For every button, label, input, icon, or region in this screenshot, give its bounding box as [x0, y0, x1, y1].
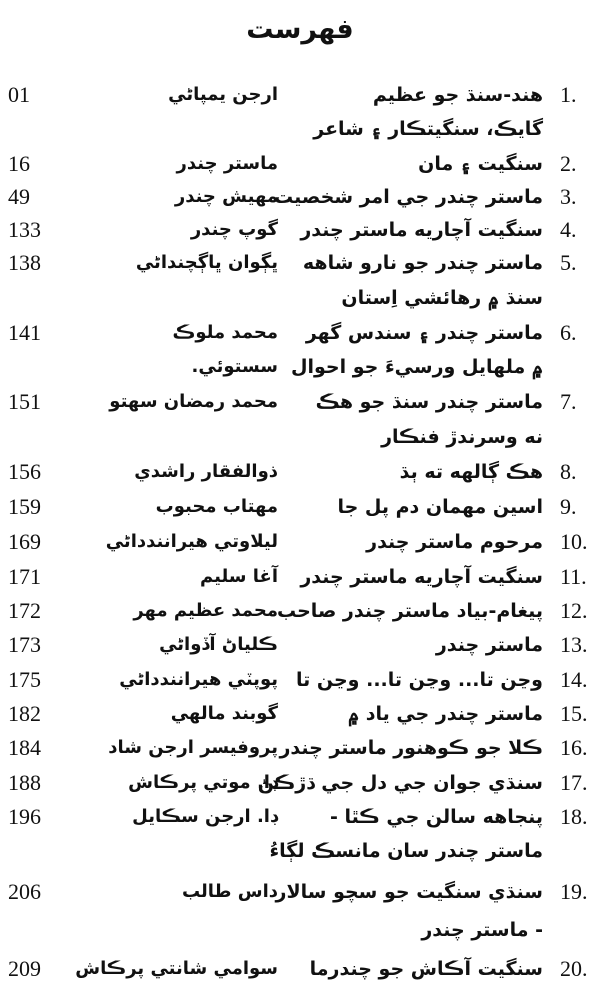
entry-page-number: 141 — [8, 320, 41, 345]
toc-row — [0, 385, 600, 419]
entry-title: ماستر چندر ۽ سندس گهر — [305, 322, 543, 344]
entry-title: سنڌي جوان جي دل جي ڌڙڪڻ — [257, 772, 543, 794]
entry-number: 16. — [560, 735, 588, 760]
toc-row — [0, 281, 600, 315]
entry-title: سنگيت آڪاش جو چندرما — [309, 958, 543, 980]
entry-number: 11. — [560, 564, 587, 589]
entry-author: محمد رمضان سهتو — [109, 391, 278, 412]
entry-title: هڪ ڳالهه ته ٻڌ — [399, 461, 543, 483]
toc-row — [0, 78, 600, 112]
entry-page-number: 156 — [8, 459, 41, 484]
entry-title: سنڌ ۾ رهائشي اِستان — [341, 287, 543, 309]
contents-heading: فهرست — [246, 14, 354, 45]
toc-row — [0, 213, 600, 247]
toc-row — [0, 180, 600, 214]
entry-number: 15. — [560, 701, 588, 726]
entry-page-number: 175 — [8, 667, 41, 692]
entry-page-number: 138 — [8, 250, 41, 275]
entry-title: اسين مهمان دم پل جا — [337, 496, 543, 518]
entry-title: گايڪ، سنگيتڪار ۽ شاعر — [313, 118, 543, 140]
entry-title: هند-سنڌ جو عظيم — [372, 84, 543, 106]
entry-number: 18. — [560, 804, 588, 829]
entry-number: 13. — [560, 632, 588, 657]
entry-number: 20. — [560, 956, 588, 981]
entry-page-number: 151 — [8, 389, 41, 414]
entry-author: ڊا. ارجن سڪايل — [132, 806, 278, 827]
toc-row — [0, 316, 600, 350]
entry-page-number: 171 — [8, 564, 41, 589]
toc-row — [0, 875, 600, 909]
entry-page-number: 172 — [8, 598, 41, 623]
entry-author: مهتاب محبوب — [155, 496, 278, 517]
entry-title: ماستر چندر — [435, 634, 543, 656]
toc-row — [0, 800, 600, 834]
entry-number: 10. — [560, 529, 588, 554]
entry-title: ماستر چندر سنڌ جو هڪ — [315, 391, 543, 413]
entry-author: آغا سليم — [199, 566, 278, 587]
entry-page-number: 01 — [8, 82, 30, 107]
entry-author: محمد عظيم مهر — [133, 600, 278, 621]
entry-page-number: 159 — [8, 494, 41, 519]
toc-row — [0, 628, 600, 662]
entry-number: 17. — [560, 770, 588, 795]
entry-author: ڀڳوان ڀاڳچنداڻي — [135, 252, 278, 273]
entry-title: ڪلا جو ڪوهنور ماستر چندر — [279, 737, 543, 759]
entry-number: 6. — [560, 320, 577, 345]
entry-number: 8. — [560, 459, 577, 484]
entry-page-number: 16 — [8, 151, 30, 176]
entry-title: - ماستر چندر — [421, 919, 543, 941]
entry-number: 2. — [560, 151, 577, 176]
entry-title: سنگيت ۽ مان — [418, 153, 543, 175]
entry-title: ماستر چندر جو نارو شاهه — [302, 252, 543, 274]
entry-author: داس طالب — [181, 881, 278, 902]
entry-author: ذوالفقار راشدي — [134, 461, 278, 482]
entry-page-number: 169 — [8, 529, 41, 554]
entry-page-number: 188 — [8, 770, 41, 795]
toc-row — [0, 490, 600, 524]
toc-row — [0, 560, 600, 594]
toc-row — [0, 731, 600, 765]
entry-author: پروفيسر ارجن شاد — [108, 737, 278, 758]
toc-row — [0, 112, 600, 146]
entry-number: 3. — [560, 184, 577, 209]
toc-row — [0, 455, 600, 489]
entry-author: ليلاوتي هيرانندداڻي — [105, 531, 278, 552]
entry-author: پوپٽي هيرانندداڻي — [119, 669, 278, 690]
entry-page-number: 182 — [8, 701, 41, 726]
toc-row — [0, 525, 600, 559]
entry-number: 7. — [560, 389, 577, 414]
toc-row — [0, 834, 600, 868]
entry-title: سنڌي سنگيت جو سچو سالار — [275, 881, 543, 903]
entry-title: ۾ ملهايل ورسيءَ جو احوال — [291, 356, 543, 378]
toc-row — [0, 147, 600, 181]
entry-title: ماستر چندر جي ياد ۾ — [347, 703, 543, 725]
entry-number: 1. — [560, 82, 577, 107]
entry-page-number: 196 — [8, 804, 41, 829]
toc-row — [0, 246, 600, 280]
entry-page-number: 209 — [8, 956, 41, 981]
entry-author: سوامي شانتي پرڪاش — [75, 958, 278, 979]
entry-author: گوپ چندر — [190, 219, 278, 240]
toc-row — [0, 350, 600, 384]
entry-number: 14. — [560, 667, 588, 692]
entry-page-number: 173 — [8, 632, 41, 657]
entry-title: مرحوم ماستر چندر — [366, 531, 543, 553]
entry-number: 4. — [560, 217, 577, 242]
entry-page-number: 49 — [8, 184, 30, 209]
entry-number: 5. — [560, 250, 577, 275]
toc-row — [0, 913, 600, 947]
entry-page-number: 133 — [8, 217, 41, 242]
toc-row — [0, 697, 600, 731]
entry-author: سستوئي. — [191, 356, 278, 377]
entry-author: محمد ملوڪ — [172, 322, 278, 343]
entry-page-number: 184 — [8, 735, 41, 760]
entry-title: وڃن تا... وڃن تا... وڃن تا — [296, 669, 543, 691]
entry-title: پنجاهه سالن جي ڪٿا - — [329, 806, 543, 828]
entry-title: سنگيت آچاريه ماستر چندر — [300, 219, 543, 241]
entry-title: سنگيت آچاريه ماستر چندر — [300, 566, 543, 588]
toc-row — [0, 594, 600, 628]
entry-author: ڊا. موتي پرڪاش — [128, 772, 278, 793]
entry-author: ارجن يمپاڻي — [168, 84, 278, 105]
toc-row — [0, 766, 600, 800]
entry-title: نه وسرندڙ فنڪار — [381, 426, 543, 448]
entry-author: گوبند مالهي — [170, 703, 278, 724]
entry-title: ماستر چندر جي امر شخصيت — [274, 186, 543, 208]
toc-row — [0, 952, 600, 986]
entry-author: مهيش چندر — [174, 186, 278, 207]
entry-page-number: 206 — [8, 879, 41, 904]
entry-title: پيغام-بياد ماستر چندر صاحب — [277, 600, 543, 622]
toc-row — [0, 663, 600, 697]
entry-title: ماستر چندر سان مانسڪ لڳاءُ — [269, 840, 543, 862]
toc-row — [0, 420, 600, 454]
entry-number: 19. — [560, 879, 588, 904]
entry-author: ماستر چندر — [176, 153, 278, 174]
entry-number: 9. — [560, 494, 577, 519]
entry-author: ڪلياڻ آڏواڻي — [159, 634, 278, 655]
entry-number: 12. — [560, 598, 588, 623]
